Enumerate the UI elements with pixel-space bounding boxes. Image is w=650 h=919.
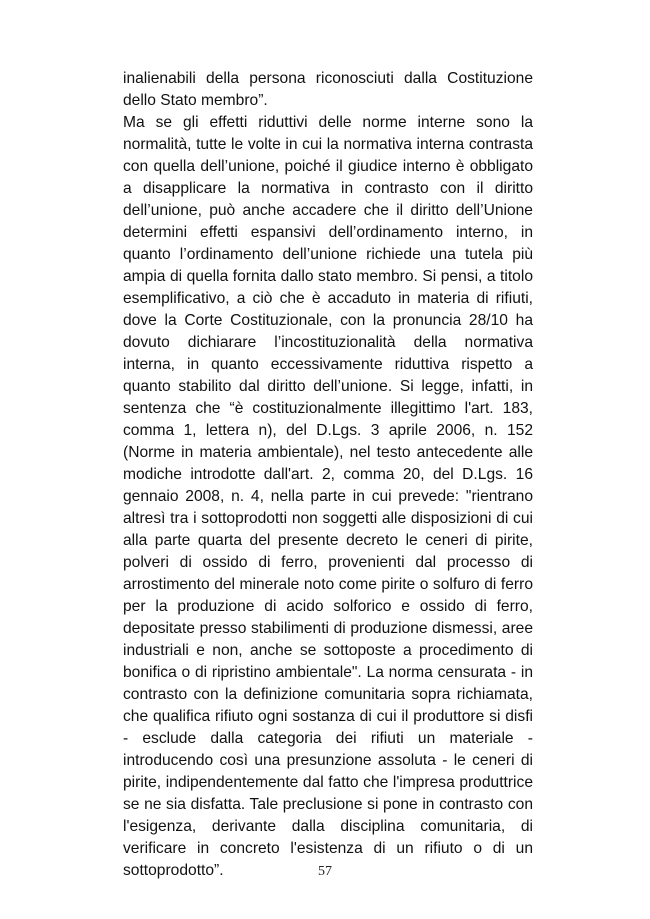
text-line: per la produzione di acido solforico e ossido di ferro, bbox=[123, 598, 533, 615]
text-line: Ma se gli effetti riduttivi delle norme interne sono la bbox=[123, 114, 533, 131]
text-line: che qualifica rifiuto ogni sostanza di cui il produttore si disfi bbox=[123, 708, 533, 725]
text-line: quanto stabilito dal diritto dell’unione. Si legge, infatti, in bbox=[123, 378, 533, 395]
text-line: normalità, tutte le volte in cui la normativa interna contrasta bbox=[123, 136, 533, 153]
text-line: altresì tra i sottoprodotti non soggetti alle disposizioni di cui bbox=[123, 510, 533, 527]
text-line: determini effetti espansivi dell’ordinamento interno, in bbox=[123, 224, 533, 241]
text-line: bonifica o di ripristino ambientale". La norma censurata - in bbox=[123, 664, 533, 681]
text-line: sottoprodotto”. bbox=[123, 862, 224, 879]
text-line: l'esigenza, derivante dalla disciplina comunitaria, di bbox=[123, 818, 533, 835]
text-line: gennaio 2008, n. 4, nella parte in cui prevede: "rientrano bbox=[123, 488, 533, 505]
text-line: (Norme in materia ambientale), nel testo antecedente alle bbox=[123, 444, 533, 461]
text-line: interna, in quanto eccessivamente riduttiva rispetto a bbox=[123, 356, 533, 373]
text-line: quanto l’ordinamento dell’unione richiede una tutela più bbox=[123, 246, 533, 263]
text-line: depositate presso stabilimenti di produzione dismessi, aree bbox=[123, 620, 533, 637]
text-line: industriali e non, anche se sottoposte a procedimento di bbox=[123, 642, 533, 659]
text-line: verificare in concreto l'esistenza di un rifiuto o di un bbox=[123, 840, 533, 857]
text-line: dello Stato membro”. bbox=[123, 92, 268, 109]
text-line: a disapplicare la normativa in contrasto con il diritto bbox=[123, 180, 533, 197]
text-line: polveri di ossido di ferro, provenienti dal processo di bbox=[123, 554, 533, 571]
text-line: arrostimento del minerale noto come pirite o solfuro di ferro bbox=[123, 576, 533, 593]
text-line: introducendo così una presunzione assoluta - le ceneri di bbox=[123, 752, 533, 769]
text-line: contrasto con la definizione comunitaria sopra richiamata, bbox=[123, 686, 533, 703]
page-number: 57 bbox=[318, 864, 332, 879]
text-line: con quella dell’unione, poiché il giudice interno è obbligato bbox=[123, 158, 533, 175]
text-line: dovuto dichiarare l’incostituzionalità della normativa bbox=[123, 334, 533, 351]
text-line: - esclude dalla categoria dei rifiuti un materiale - bbox=[123, 730, 533, 747]
text-line: inalienabili della persona riconosciuti dalla Costituzione bbox=[123, 70, 533, 87]
text-line: dove la Corte Costituzionale, con la pronuncia 28/10 ha bbox=[123, 312, 533, 329]
text-line: esemplificativo, a ciò che è accaduto in materia di rifiuti, bbox=[123, 290, 533, 307]
text-line: alla parte quarta del presente decreto le ceneri di pirite, bbox=[123, 532, 533, 549]
text-line: sentenza che “è costituzionalmente illegittimo l'art. 183, bbox=[123, 400, 533, 417]
text-line: comma 1, lettera n), del D.Lgs. 3 aprile 2006, n. 152 bbox=[123, 422, 533, 439]
text-line: se ne sia disfatta. Tale preclusione si pone in contrasto con bbox=[123, 796, 533, 813]
text-line: pirite, indipendentemente dal fatto che l'impresa produttrice bbox=[123, 774, 533, 791]
body-text bbox=[123, 68, 533, 882]
text-line: dell’unione, può anche accadere che il diritto dell’Unione bbox=[123, 202, 533, 219]
text-line: ampia di quella fornita dallo stato membro. Si pensi, a titolo bbox=[123, 268, 533, 285]
text-line: modiche introdotte dall'art. 2, comma 20, del D.Lgs. 16 bbox=[123, 466, 533, 483]
